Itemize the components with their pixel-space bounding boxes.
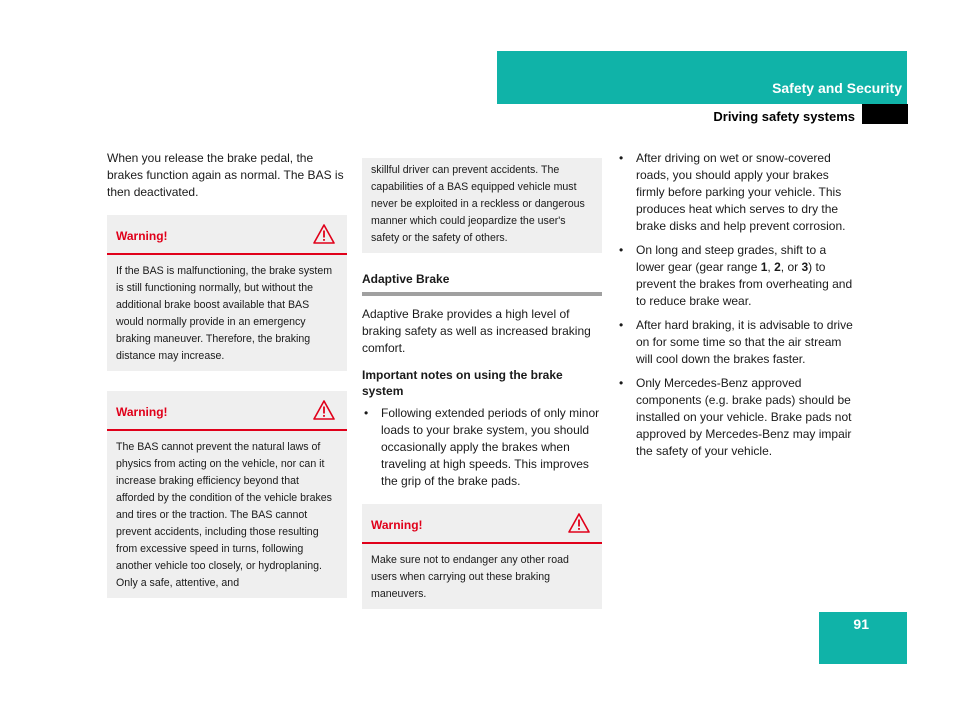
text-segment: ) to prevent the brakes from overheating and to reduce brake wear. bbox=[636, 260, 853, 308]
page-number-box bbox=[819, 612, 907, 664]
warning-triangle-icon bbox=[313, 400, 335, 420]
gear-3: 3 bbox=[801, 260, 809, 274]
warning-header bbox=[107, 215, 347, 255]
adaptive-brake-paragraph: Adaptive Brake provides a high level of braking safety as well as increased braking comfort. bbox=[362, 307, 591, 355]
text-segment: On long and steep grades, shift to a lower gear (gear range bbox=[636, 243, 827, 274]
chapter-title: Safety and Security bbox=[772, 80, 902, 96]
tips-list bbox=[617, 150, 857, 460]
warning-triangle-icon bbox=[313, 224, 335, 244]
header-band bbox=[497, 51, 907, 104]
text-segment: , bbox=[767, 260, 775, 274]
list-item-gear-range bbox=[617, 242, 857, 310]
warning-box-road-users bbox=[362, 504, 602, 609]
gear-2: 2 bbox=[774, 260, 781, 274]
list-item: • Following extended periods of only minor loads to your brake system, you should occasionally apply the brakes when traveling at high speeds. This improves the grip of the brake pads. bbox=[362, 405, 602, 490]
list-item: • After driving on wet or snow-covered roads, you should apply your brakes firmly before parking your vehicle. This produces heat which serves to dry the brake disks and help prevent corrosion. bbox=[617, 150, 857, 235]
header-tab-marker bbox=[862, 104, 908, 124]
intro-paragraph: When you release the brake pedal, the brakes function again as normal. The BAS is then deactivated. bbox=[107, 151, 344, 199]
gear-1: 1 bbox=[760, 260, 768, 274]
warning-title: Warning! bbox=[116, 405, 168, 419]
section-subtitle: Driving safety systems bbox=[713, 109, 855, 124]
notes-heading: Important notes on using the brake system bbox=[362, 368, 563, 398]
column-middle bbox=[362, 150, 602, 629]
notes-list bbox=[362, 405, 602, 490]
warning-box-malfunction bbox=[107, 215, 347, 371]
section-heading-adaptive-brake: Adaptive Brake bbox=[362, 271, 602, 296]
warning-triangle-icon bbox=[568, 513, 590, 533]
warning-header bbox=[362, 504, 602, 544]
column-left bbox=[107, 150, 347, 618]
column-right bbox=[617, 150, 857, 467]
text-segment: , or bbox=[780, 260, 802, 274]
warning-text: The BAS cannot prevent the natural laws of physics from acting on the vehicle, nor can it increase braking efficiency beyond that afforded by the condition of the vehicle brakes and tires or the traction. The BAS cannot prevent accidents, including those resulting from excessive speed in turns, following another vehicle too closely, or hydroplaning. Only a safe, attentive, and bbox=[116, 441, 332, 589]
list-item: • Only Mercedes-Benz approved components (e.g. brake pads) should be installed on your vehicle. Brake pads not approved by Mercedes-Benz may impair the safety of your vehicle. bbox=[617, 375, 857, 460]
warning-title: Warning! bbox=[371, 518, 423, 532]
warning-header bbox=[107, 391, 347, 431]
warning-box-physics bbox=[107, 391, 347, 598]
warning-text: If the BAS is malfunctioning, the brake system is still functioning normally, but without the additional brake boost available that BAS would normally provide in an emergency braking maneuver. Therefore, the braking distance may increase. bbox=[116, 265, 333, 362]
page-number: 91 bbox=[853, 616, 869, 632]
warning-continuation: skillful driver can prevent accidents. The capabilities of a BAS equipped vehicle must never be exploited in a reckless or dangerous manner which could jeopardize the user's safety or the safety of others. bbox=[362, 158, 602, 253]
warning-text: Make sure not to endanger any other road users when carrying out these braking maneuvers. bbox=[371, 554, 569, 600]
list-item: • After hard braking, it is advisable to drive on for some time so that the air stream will cool down the brakes faster. bbox=[617, 317, 857, 368]
warning-title: Warning! bbox=[116, 229, 168, 243]
